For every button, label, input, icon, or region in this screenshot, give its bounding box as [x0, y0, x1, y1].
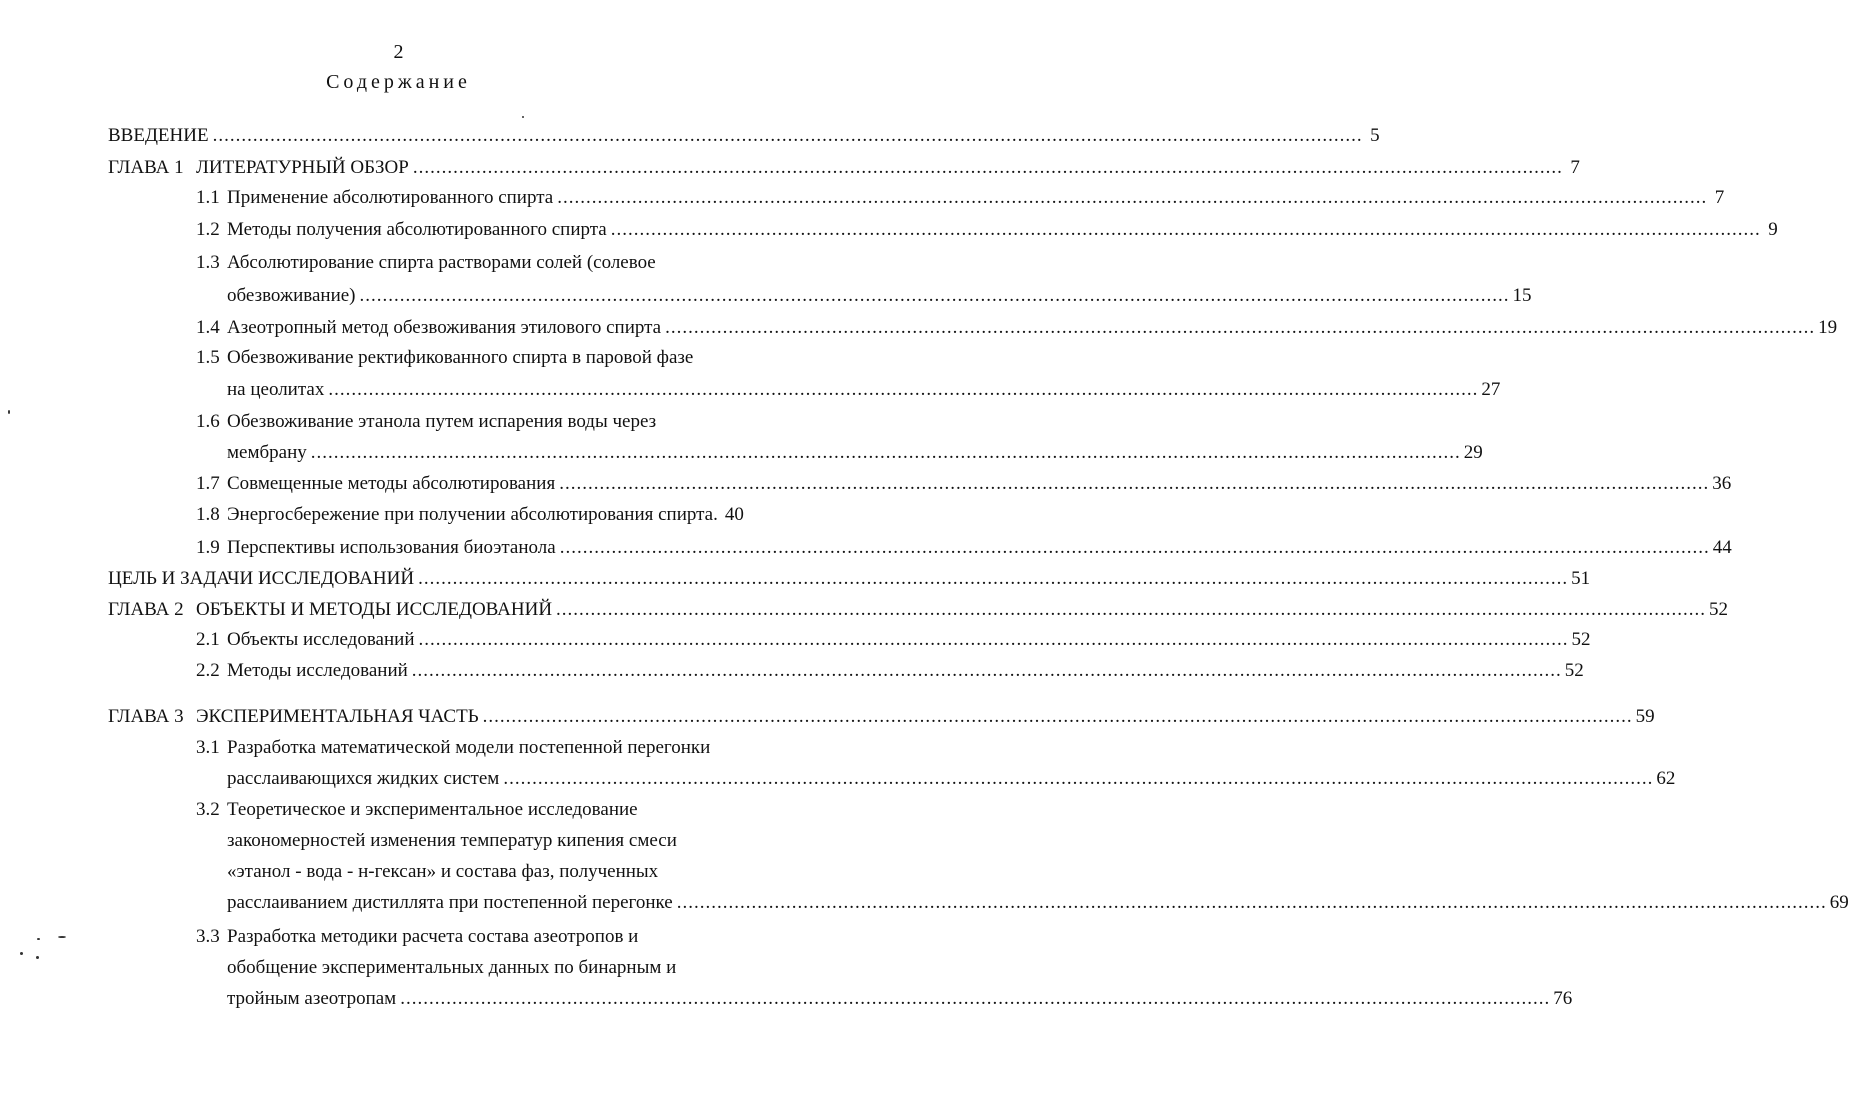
toc-entry-number: 1.1 — [196, 187, 220, 208]
toc-entry — [196, 658, 1584, 684]
toc-entry-page: 36 — [1712, 473, 1732, 494]
toc-entry-title: на цеолитах — [227, 379, 325, 400]
toc-entry — [227, 283, 1532, 309]
toc-entry-title: Энергосбережение при получении абсолютирования спирта. — [227, 504, 718, 525]
toc-entry-page: 69 — [1829, 892, 1849, 913]
toc-entry — [196, 315, 1838, 341]
toc-entry-page: 62 — [1656, 768, 1676, 789]
toc-entry-title: ВВЕДЕНИЕ — [108, 125, 209, 146]
scan-speck — [37, 938, 40, 940]
toc-entry-title: Применение абсолютированного спирта — [227, 187, 554, 208]
toc-leader-dots: ........................................................................................................................................................................................................ — [557, 187, 1708, 208]
toc-leader-dots: ........................................................................................................................................................................................................ — [411, 660, 1562, 681]
toc-entry-title: Теоретическое и экспериментальное исследование — [227, 799, 638, 820]
toc-entry-number: 1.6 — [196, 411, 220, 432]
toc-entry-title: Методы исследований — [227, 660, 408, 681]
toc-entry-title: Обезвоживание ректификованного спирта в паровой фазе — [227, 347, 694, 368]
scan-speck — [8, 410, 10, 414]
toc-entry-number: 1.3 — [196, 252, 220, 273]
toc-entry-page: 9 — [1768, 219, 1778, 240]
toc-entry-number: 1.4 — [196, 317, 220, 338]
toc-entry — [227, 440, 1483, 466]
page-number: 2 — [393, 41, 404, 63]
toc-entry-page: 52 — [1709, 599, 1729, 620]
toc-leader-dots: ........................................................................................................................................................................................................ — [610, 219, 1761, 240]
toc-entry — [108, 155, 1580, 181]
toc-entry-title: тройным азеотропам — [227, 988, 397, 1009]
toc-leader-dots: ........................................................................................................................................................................................................ — [412, 157, 1563, 178]
toc-entry — [196, 502, 742, 528]
toc-entry-number: 1.8 — [196, 504, 220, 525]
toc-entry-number: ГЛАВА 2 — [108, 599, 184, 620]
toc-leader-dots: ........................................................................................................................................................................................................ — [559, 473, 1710, 494]
toc-entry — [108, 566, 1591, 592]
toc-entry — [227, 377, 1501, 403]
toc-entry-number: 3.1 — [196, 737, 220, 758]
toc-entry — [196, 345, 693, 371]
toc-entry-title: Абсолютирование спирта растворами солей (солевое — [227, 252, 656, 273]
toc-entry — [196, 797, 638, 823]
toc-entry-title: закономерностей изменения температур кипения смеси — [227, 830, 677, 851]
toc-entry — [196, 409, 656, 435]
toc-entry-title: Перспективы использования биоэтанола — [227, 537, 556, 558]
toc-entry — [227, 828, 677, 854]
toc-entry-page: 29 — [1463, 442, 1483, 463]
toc-entry-number: 2.2 — [196, 660, 220, 681]
toc-entry — [108, 123, 1380, 149]
toc-entry — [196, 627, 1591, 653]
toc-entry — [108, 704, 1655, 730]
toc-entry-page: 15 — [1512, 285, 1532, 306]
scan-speck — [522, 116, 524, 118]
toc-leader-dots: ........................................................................................................................................................................................................ — [482, 706, 1633, 727]
toc-entry — [196, 735, 710, 761]
toc-leader-dots: ........................................................................................................................................................................................................ — [212, 125, 1363, 146]
toc-entry-title: Методы получения абсолютированного спирта — [227, 219, 607, 240]
toc-entry-page: 40 — [724, 504, 744, 525]
toc-entry-page: 52 — [1564, 660, 1584, 681]
toc-entry-page: 7 — [1570, 157, 1580, 178]
toc-entry-title: ЛИТЕРАТУРНЫЙ ОБЗОР — [196, 157, 409, 178]
toc-entry-title: обезвоживание) — [227, 285, 356, 306]
toc-entry — [196, 924, 638, 950]
toc-entry-page: 7 — [1714, 187, 1725, 208]
toc-entry-title: мембрану — [227, 442, 307, 463]
toc-entry — [196, 217, 1778, 243]
toc-entry-page: 59 — [1635, 706, 1655, 727]
toc-leader-dots: ........................................................................................................................................................................................................ — [310, 442, 1461, 463]
toc-leader-dots: ........................................................................................................................................................................................................ — [359, 285, 1510, 306]
toc-entry-title: Объекты исследований — [227, 629, 415, 650]
toc-leader-dots: ........................................................................................................................................................................................................ — [556, 599, 1707, 620]
scan-speck — [20, 952, 23, 955]
toc-leader-dots: ........................................................................................................................................................................................................ — [665, 317, 1816, 338]
toc-entry-title: «этанол - вода - н-гексан» и состава фаз, полученных — [227, 861, 659, 882]
toc-leader-dots: ........................................................................................................................................................................................................ — [503, 768, 1654, 789]
toc-entry-title: Разработка математической модели постепенной перегонки — [227, 737, 711, 758]
toc-entry-number: 1.2 — [196, 219, 220, 240]
toc-leader-dots: ........................................................................................................................................................................................................ — [559, 537, 1710, 558]
toc-entry — [196, 535, 1732, 561]
toc-entry-title: ОБЪЕКТЫ И МЕТОДЫ ИССЛЕДОВАНИЙ — [196, 599, 553, 620]
toc-entry-title: Обезвоживание этанола путем испарения воды через — [227, 411, 657, 432]
toc-entry — [108, 597, 1729, 623]
toc-leader-dots: ........................................................................................................................................................................................................ — [676, 892, 1827, 913]
toc-entry-page: 27 — [1481, 379, 1501, 400]
toc-entry-title: Разработка методики расчета состава азеотропов и — [227, 926, 639, 947]
page-title: Содержание — [326, 71, 471, 93]
toc-entry-page: 44 — [1712, 537, 1732, 558]
toc-entry — [196, 471, 1732, 497]
toc-entry-title: Совмещенные методы абсолютирования — [227, 473, 556, 494]
toc-leader-dots: ........................................................................................................................................................................................................ — [328, 379, 1479, 400]
toc-entry-number: 3.3 — [196, 926, 220, 947]
toc-entry-number: ГЛАВА 3 — [108, 706, 184, 727]
toc-entry — [227, 955, 676, 981]
toc-entry — [227, 986, 1573, 1012]
toc-leader-dots: ........................................................................................................................................................................................................ — [418, 568, 1569, 589]
toc-entry-title: расслаиванием дистиллята при постепенной перегонке — [227, 892, 673, 913]
toc-entry-title: Азеотропный метод обезвоживания этилового спирта — [227, 317, 662, 338]
toc-entry — [227, 890, 1849, 916]
toc-entry — [196, 185, 1725, 211]
toc-entry-title: ЦЕЛЬ И ЗАДАЧИ ИССЛЕДОВАНИЙ — [108, 568, 415, 589]
toc-entry-page: 51 — [1571, 568, 1591, 589]
toc-leader-dots: ........................................................................................................................................................................................................ — [400, 988, 1551, 1009]
toc-entry-page: 52 — [1571, 629, 1591, 650]
toc-entry-title: расслаивающихся жидких систем — [227, 768, 500, 789]
toc-entry — [227, 859, 658, 885]
toc-entry-title: обобщение экспериментальных данных по бинарным и — [227, 957, 677, 978]
toc-entry-number: 1.9 — [196, 537, 220, 558]
toc-entry-page: 76 — [1553, 988, 1573, 1009]
toc-entry-number: 1.7 — [196, 473, 220, 494]
toc-entry-title: ЭКСПЕРИМЕНТАЛЬНАЯ ЧАСТЬ — [196, 706, 479, 727]
toc-entry-number: 2.1 — [196, 629, 220, 650]
scan-speck — [36, 956, 39, 959]
toc-entry-number: ГЛАВА 1 — [108, 157, 184, 178]
toc-entry-number: 3.2 — [196, 799, 220, 820]
toc-entry-page: 19 — [1818, 317, 1838, 338]
toc-entry — [196, 250, 656, 276]
scan-speck — [58, 936, 66, 938]
toc-entry-page: 5 — [1370, 125, 1380, 146]
toc-entry — [227, 766, 1676, 792]
toc-entry-number: 1.5 — [196, 347, 220, 368]
toc-leader-dots: ........................................................................................................................................................................................................ — [418, 629, 1569, 650]
